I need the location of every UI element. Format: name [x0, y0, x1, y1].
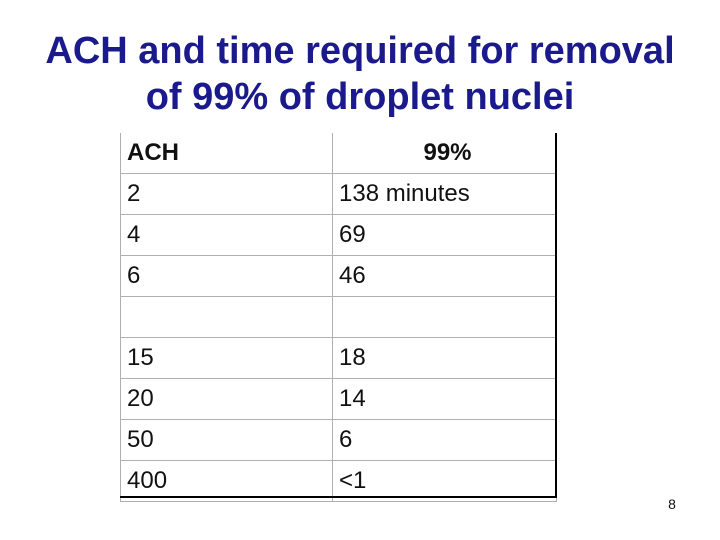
table-row	[121, 420, 557, 461]
cell-time: <1	[333, 461, 557, 502]
cell-ach: 6	[121, 256, 333, 297]
cell-ach: 20	[121, 379, 333, 420]
slide-title	[0, 28, 720, 120]
header-ach: ACH	[121, 133, 333, 174]
page-number: 8	[668, 496, 676, 512]
cell-ach: 2	[121, 174, 333, 215]
slide-title-line-2: of 99% of droplet nuclei	[145, 76, 575, 118]
table-row	[121, 174, 557, 215]
cell-time: 69	[333, 215, 557, 256]
table-row-empty	[121, 297, 557, 338]
cell-time: 6	[333, 420, 557, 461]
slide-title-line-1: ACH and time required for removal	[45, 30, 675, 72]
ach-removal-table	[120, 133, 557, 502]
cell-ach: 50	[121, 420, 333, 461]
cell-ach: 15	[121, 338, 333, 379]
cell-time: 14	[333, 379, 557, 420]
header-99-percent: 99%	[333, 133, 557, 174]
table-row	[121, 379, 557, 420]
table-row	[121, 215, 557, 256]
cell-time: 18	[333, 338, 557, 379]
cell-time	[333, 297, 557, 338]
cell-time: 46	[333, 256, 557, 297]
cell-time: 138 minutes	[333, 174, 557, 215]
table-row	[121, 461, 557, 502]
cell-ach: 4	[121, 215, 333, 256]
table-row	[121, 256, 557, 297]
table-row	[121, 338, 557, 379]
table-header-row	[121, 133, 557, 174]
cell-ach: 400	[121, 461, 333, 502]
cell-ach	[121, 297, 333, 338]
